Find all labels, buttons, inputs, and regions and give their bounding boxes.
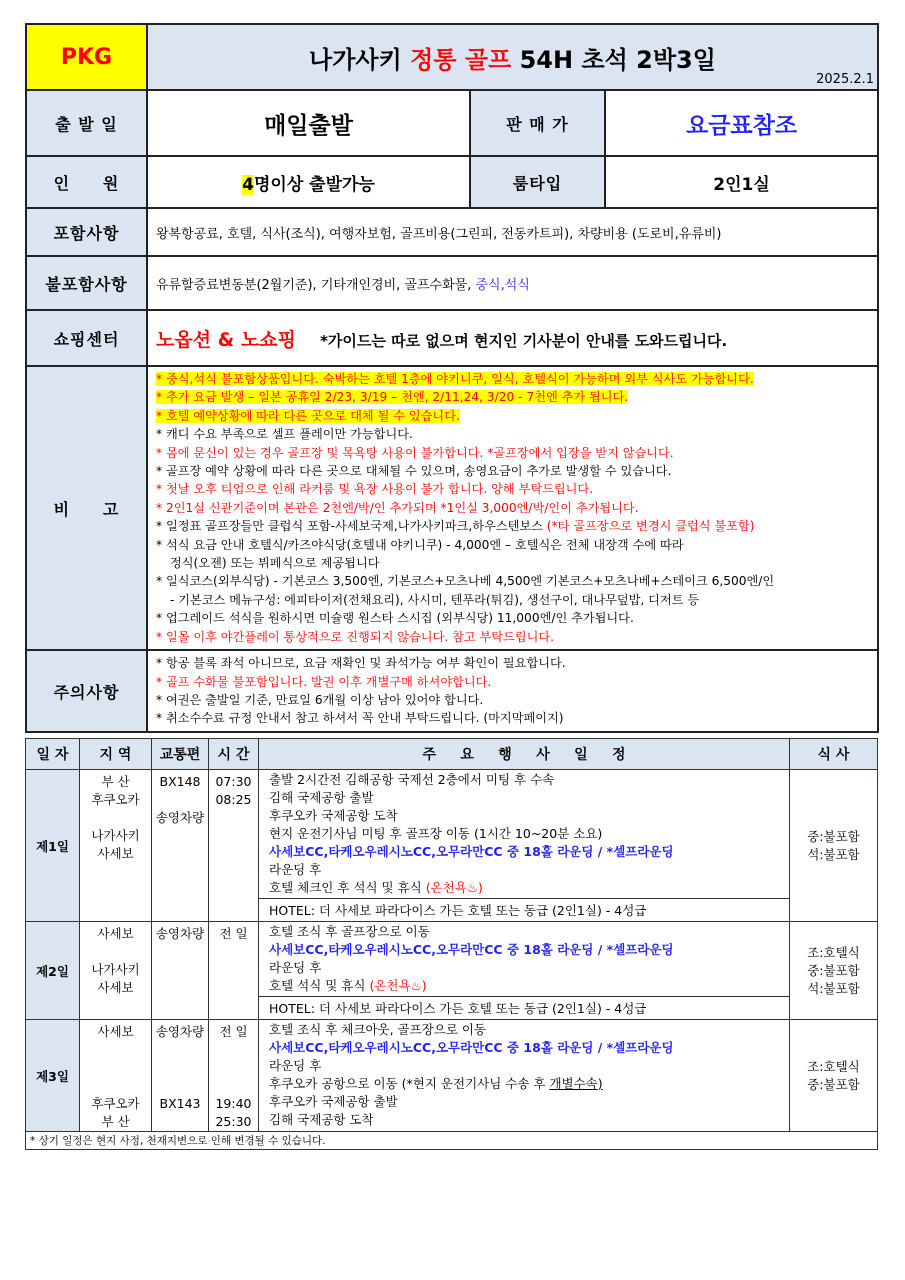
col-plan: 주 요 행 사 일 정 xyxy=(259,739,790,770)
page-title xyxy=(147,24,878,90)
shop-value xyxy=(147,310,878,366)
remark-line: * 2인1실 신관기준이며 본관은 2천엔/박/인 추가되며 *1인실 3,000엔/박/인이 추가됩니다. xyxy=(156,500,639,515)
price-label: 판 매 가 xyxy=(470,90,605,156)
plan-cell: 호텔 조식 후 골프장으로 이동 사세보CC,타케오우레시노CC,오무라만CC 중 18홀 라운딩 / *셀프라운딩 라운딩 후 호텔 석식 및 휴식 (온천욕♨) xyxy=(259,922,790,997)
meal-cell: 조:호텔식 중:불포함 석:불포함 xyxy=(790,922,878,1020)
schedule-table xyxy=(25,738,878,1150)
golf-course-line: 사세보CC,타케오우레시노CC,오무라만CC 중 18홀 라운딩 / *셀프라운딩 xyxy=(269,844,674,859)
footnote-row xyxy=(26,1132,878,1150)
room-value: 2인1실 xyxy=(605,156,878,208)
col-region: 지 역 xyxy=(80,739,152,770)
depart-label: 출 발 일 xyxy=(26,90,147,156)
shop-main: 노옵션 & 노쇼핑 xyxy=(156,328,296,351)
golf-course-line: 사세보CC,타케오우레시노CC,오무라만CC 중 18홀 라운딩 / *셀프라운딩 xyxy=(269,942,674,957)
remark-line: * 첫날 오후 티업으로 인해 라커룸 및 욕장 사용이 불가 합니다. 양해 부탁드립니다. xyxy=(156,482,594,497)
transport-cell: 송영차량 xyxy=(152,922,209,1020)
transport-cell: BX148 송영차량 xyxy=(152,770,209,922)
hotel-cell: HOTEL: 더 사세보 파라다이스 가든 호텔 또는 동급 (2인1실) - 4성급 xyxy=(259,899,790,922)
pkg-badge: PKG xyxy=(26,24,147,90)
pax-label: 인 원 xyxy=(26,156,147,208)
region-cell: 사세보 후쿠오카 부 산 xyxy=(80,1020,152,1132)
remark-line: * 일몰 이후 야간플레이 통상적으로 진행되지 않습니다. 참고 부탁드립니다. xyxy=(156,629,555,644)
day-row xyxy=(26,1020,878,1132)
remarks-label: 비 고 xyxy=(26,366,147,650)
day-label: 제2일 xyxy=(26,922,80,1020)
remark-line: * 일식코스(외부식당) - 기본코스 3,500엔, 기본코스+모츠나베 4,500엔 기본코스+모츠나베+스테이크 6,500엔/인 xyxy=(156,574,775,589)
plan-cell: 호텔 조식 후 체크아웃, 골프장으로 이동 사세보CC,타케오우레시노CC,오무라만CC 중 18홀 라운딩 / *셀프라운딩 라운딩 후 후쿠오카 공항으로 이동 (*현지 운전기사님 수송 후 개별수속) 후쿠오카 국제공항 출발 김해 국제공항 도착 xyxy=(259,1020,790,1132)
meal-cell: 중:불포함 석:불포함 xyxy=(790,770,878,922)
title-part-red: 정통 골프 xyxy=(410,45,512,74)
include-value: 왕복항공료, 호텔, 식사(조식), 여행자보험, 골프비용(그린피, 전동카트피), 차량비용 (도로비,유류비) xyxy=(147,208,878,256)
remark-line: * 업그레이드 석식을 원하시면 미슐랭 원스타 스시집 (외부식당) 11,000엔/인 추가됩니다. xyxy=(156,611,634,626)
remark-line: * 일정표 골프장들만 클럽식 포함-사세보국제,나가사키파크,하우스텐보스 (*타 골프장으로 변경시 클럽식 불포함) xyxy=(156,519,755,534)
day-label: 제1일 xyxy=(26,770,80,922)
room-label: 룸타입 xyxy=(470,156,605,208)
day-row xyxy=(26,922,878,997)
remark-line: * 캐디 수요 부족으로 셀프 플레이만 가능합니다. xyxy=(156,427,413,442)
meal-cell: 조:호텔식 중:불포함 xyxy=(790,1020,878,1132)
title-part-2: 54H 초석 2박3일 xyxy=(519,45,716,74)
footnote: * 상기 일정은 현지 사정, 천재지변으로 인해 변경될 수 있습니다. xyxy=(26,1132,878,1150)
col-meal: 식 사 xyxy=(790,739,878,770)
cautions-list xyxy=(147,650,878,732)
golf-course-line: 사세보CC,타케오우레시노CC,오무라만CC 중 18홀 라운딩 / *셀프라운딩 xyxy=(269,1040,674,1055)
transport-cell: 송영차량 BX143 xyxy=(152,1020,209,1132)
plan-cell: 출발 2시간전 김해공항 국제선 2층에서 미팅 후 수속 김해 국제공항 출발 후쿠오카 국제공항 도착 현지 운전기사님 미팅 후 골프장 이동 (1시간 10~20분 소요) 사세보CC,타케오우레시노CC,오무라만CC 중 18홀 라운딩 / *셀프라운딩 라운딩 후 호텔 체크인 후 석식 및 휴식 (온천욕♨) xyxy=(259,770,790,899)
exclude-text: 유류할증료변동분(2월기준), 기타개인경비, 골프수화물, xyxy=(156,277,472,293)
col-day: 일 자 xyxy=(26,739,80,770)
remark-line: * 골프장 예약 상황에 따라 다른 곳으로 대체될 수 있으며, 송영요금이 추가로 발생할 수 있습니다. xyxy=(156,464,672,479)
remark-line: - 기본코스 메뉴구성: 에피타이저(전채요리), 사시미, 텐푸라(튀김), 생선구이, 대나무덮밥, 디저트 등 xyxy=(170,592,700,607)
day-label: 제3일 xyxy=(26,1020,80,1132)
caution-line: * 취소수수료 규정 안내서 참고 하셔서 꼭 안내 부탁드립니다. (마지막페이지) xyxy=(156,711,564,726)
shop-label: 쇼핑센터 xyxy=(26,310,147,366)
caution-line: * 항공 블록 좌석 아니므로, 요금 재확인 및 좌석가능 여부 확인이 필요합니다. xyxy=(156,656,566,671)
schedule-header-row xyxy=(26,739,878,770)
exclude-value xyxy=(147,256,878,310)
shop-note: *가이드는 따로 없으며 현지인 기사분이 안내를 도와드립니다. xyxy=(320,331,728,350)
exclude-meals: 중식,석식 xyxy=(471,277,530,293)
caution-line: * 여권은 출발일 기준, 만료일 6개월 이상 남아 있어야 합니다. xyxy=(156,692,484,707)
col-time: 시 간 xyxy=(209,739,259,770)
remark-line: * 호텔 예약상황에 따라 다른 곳으로 대체 될 수 있습니다. xyxy=(156,408,460,423)
remark-line: * 중식,석식 불포함상품입니다. 숙박하는 호텔 1층에 야키니쿠, 일식, 호텔식이 가능하며 외부 식사도 가능합니다. xyxy=(156,372,754,386)
pax-highlight: 4 xyxy=(242,174,254,195)
doc-date: 2025.2.1 xyxy=(816,72,875,87)
include-label: 포함사항 xyxy=(26,208,147,256)
pax-value xyxy=(147,156,470,208)
region-cell: 사세보 나가사키 사세보 xyxy=(80,922,152,1020)
title-part-1: 나가사키 xyxy=(309,45,402,74)
price-value: 요금표참조 xyxy=(605,90,878,156)
hotel-cell: HOTEL: 더 사세보 파라다이스 가든 호텔 또는 동급 (2인1실) - 4성급 xyxy=(259,997,790,1020)
remark-line: * 추가 요금 발생 – 일본 공휴일 2/23, 3/19 – 천엔, 2/11,24, 3/20 - 7천엔 추가 됩니다. xyxy=(156,390,629,405)
region-cell: 부 산 후쿠오카 나가사키 사세보 xyxy=(80,770,152,922)
remarks-list xyxy=(147,366,878,650)
time-cell: 전 일 19:40 25:30 xyxy=(209,1020,259,1132)
remark-line: 정식(오젠) 또는 뷔페식으로 제공됩니다 xyxy=(170,556,380,571)
caution-line: * 골프 수화물 불포함입니다. 발권 이후 개별구매 하셔야합니다. xyxy=(156,674,492,689)
depart-value: 매일출발 xyxy=(147,90,470,156)
pax-text: 명이상 출발가능 xyxy=(253,174,375,195)
remark-line: * 석식 요금 안내 호텔식/카즈야식당(호텔내 야키니쿠) - 4,000엔 – 호텔식은 전체 내장객 수에 따라 xyxy=(156,537,684,552)
remark-line: * 몸에 문신이 있는 경우 골프장 및 목욕탕 사용이 불가합니다. *골프장에서 입장을 받지 않습니다. xyxy=(156,445,674,460)
day-row xyxy=(26,770,878,899)
exclude-label: 불포함사항 xyxy=(26,256,147,310)
info-table xyxy=(25,23,879,733)
time-cell: 전 일 xyxy=(209,922,259,1020)
time-cell: 07:30 08:25 xyxy=(209,770,259,922)
col-transport: 교통편 xyxy=(152,739,209,770)
cautions-label: 주의사항 xyxy=(26,650,147,732)
